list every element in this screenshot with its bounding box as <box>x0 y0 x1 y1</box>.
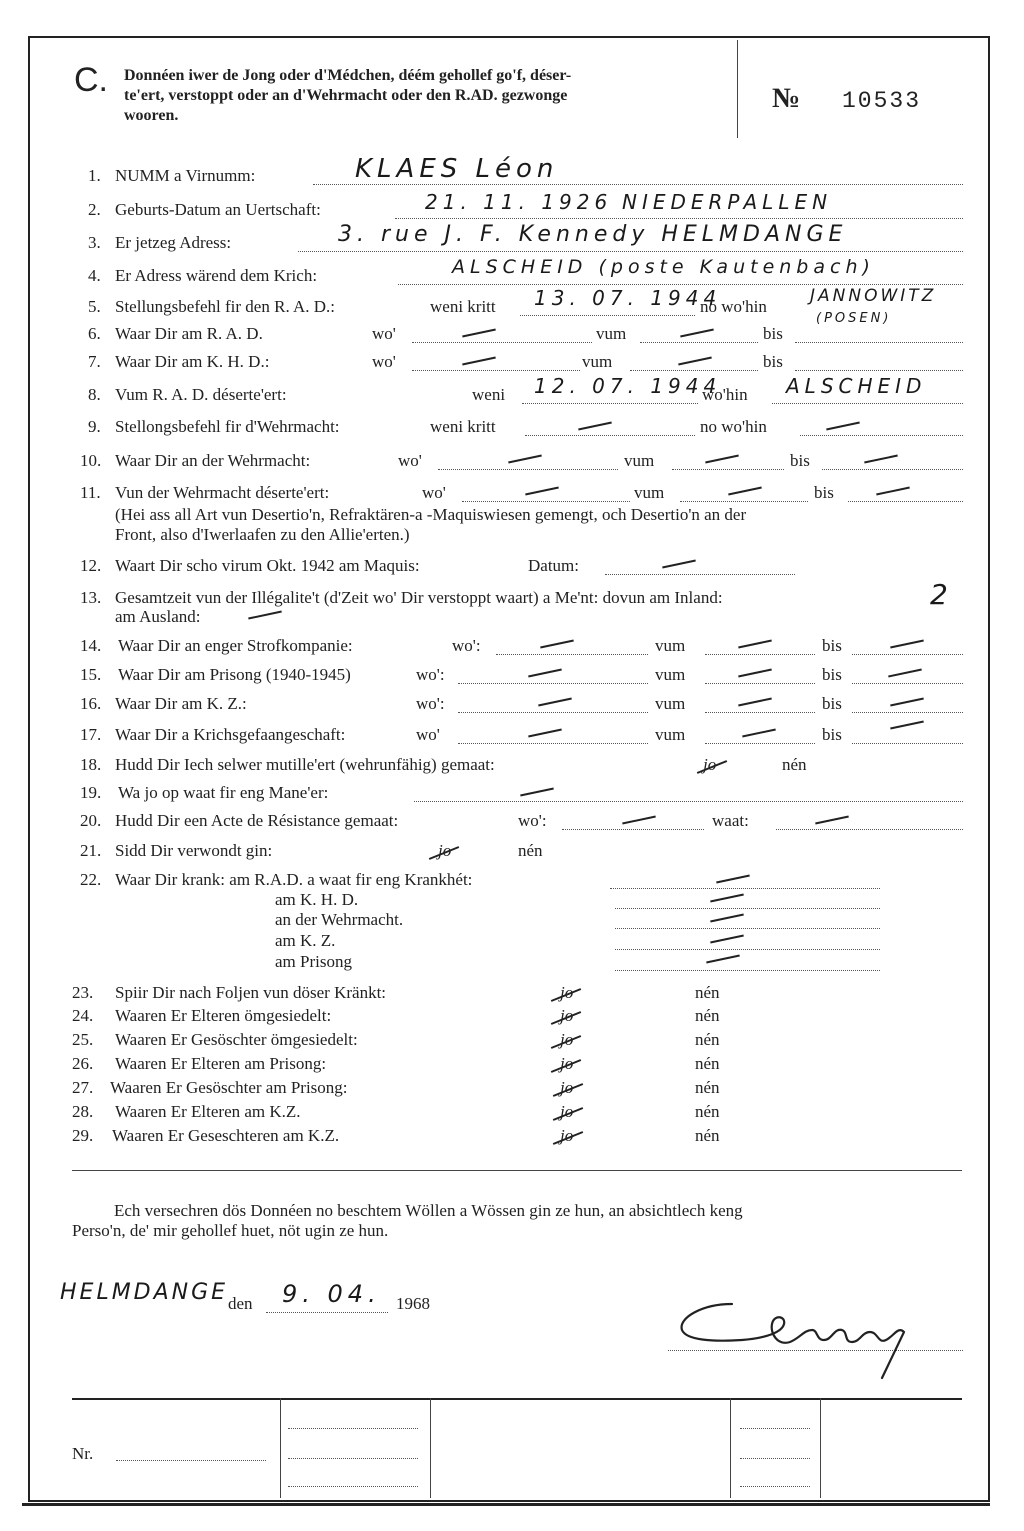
header-divider <box>737 40 738 138</box>
answer-line <box>562 829 704 830</box>
question-siblings-prison: Waaren Er Gesöschter am Prisong: <box>110 1078 348 1097</box>
option-jo: jo <box>560 983 574 1002</box>
answer-line <box>795 370 963 371</box>
form-number: 10533 <box>842 88 922 114</box>
option-nen: nén <box>782 755 807 774</box>
label-vum: vum <box>655 636 686 655</box>
signature-place: HELMDANGE <box>60 1280 229 1305</box>
answer-line <box>522 403 698 404</box>
item-number: 15. <box>80 665 102 684</box>
answer-line <box>438 469 618 470</box>
question-sick-wehrmacht: an der Wehrmacht. <box>275 910 404 929</box>
option-jo: jo <box>703 755 717 774</box>
answer-line <box>705 654 815 655</box>
answer-line <box>705 683 815 684</box>
question-resistance: Hudd Dir een Acte de Résistance gemaat: <box>115 811 399 830</box>
item-number: 11. <box>80 483 101 502</box>
question-kz: Waar Dir am K. Z.: <box>115 694 247 713</box>
item-number: 14. <box>80 636 102 655</box>
label-weni-kritt: weni kritt <box>430 297 496 316</box>
option-jo: jo <box>560 1102 574 1121</box>
footer-top-line <box>72 1398 962 1400</box>
footer-line <box>288 1458 418 1459</box>
label-no-wohin: no wo'hin <box>700 297 767 316</box>
label-vum: vum <box>634 483 665 502</box>
question-maquis: Waart Dir scho virum Okt. 1942 am Maquis: <box>115 556 420 575</box>
footer-column-divider <box>430 1398 431 1498</box>
answer-line <box>705 743 815 744</box>
option-jo: jo <box>560 1030 574 1049</box>
question-siblings-kz: Waaren Er Geseschteren am K.Z. <box>112 1126 340 1145</box>
footer-line <box>740 1486 810 1487</box>
answer-line <box>795 342 963 343</box>
separator-line <box>72 1170 962 1171</box>
label-vum: vum <box>655 725 686 744</box>
answer-line <box>852 712 963 713</box>
label-wo: wo': <box>452 636 481 655</box>
label-waat: waat: <box>712 811 749 830</box>
answer-line <box>672 469 784 470</box>
question-wehrmacht-desertion: Vun der Wehrmacht déserte'ert: <box>115 483 330 502</box>
question-sick-khd: am K. H. D. <box>275 890 359 909</box>
answer-war-address: ALSCHEID (poste Kautenbach) <box>452 256 875 278</box>
answer-line <box>398 284 963 285</box>
option-jo: jo <box>560 1078 574 1097</box>
answer-line <box>705 712 815 713</box>
label-bis: bis <box>822 636 842 655</box>
question-pow: Waar Dir a Krichsgefaangeschaft: <box>115 725 346 744</box>
nr-line <box>116 1460 266 1461</box>
item-number: 21. <box>80 841 102 860</box>
answer-birth-date: 21. 11. 1926 <box>425 190 613 214</box>
question-wehrmacht-service: Waar Dir an der Wehrmacht: <box>115 451 311 470</box>
item-number: 22. <box>80 870 102 889</box>
question-rad-desertion: Vum R. A. D. déserte'ert: <box>115 385 287 404</box>
footer-line <box>288 1486 418 1487</box>
signature-year: 1968 <box>396 1294 430 1313</box>
item-number: 19. <box>80 783 102 802</box>
answer-line <box>412 370 580 371</box>
answer-rad-order-place-2: (POSEN) <box>816 311 892 326</box>
item-number: 10. <box>80 451 102 470</box>
answer-line <box>266 1312 388 1313</box>
item-number: 25. <box>72 1030 94 1049</box>
answer-line <box>630 370 758 371</box>
label-wo: wo' <box>372 324 396 343</box>
label-bis: bis <box>822 694 842 713</box>
label-vum: vum <box>655 665 686 684</box>
item-number: 24. <box>72 1006 94 1025</box>
label-weni-kritt: weni kritt <box>430 417 496 436</box>
answer-line <box>852 683 963 684</box>
answer-line <box>615 949 880 950</box>
answer-line <box>458 683 648 684</box>
question-penal-company: Waar Dir an enger Strofkompanie: <box>118 636 353 655</box>
item-number: 4. <box>88 266 101 285</box>
item-number: 6. <box>88 324 101 343</box>
item-number: 16. <box>80 694 102 713</box>
footer-column-divider <box>280 1398 281 1498</box>
question-rad-order: Stellungsbefehl fir den R. A. D.: <box>115 297 336 316</box>
answer-line <box>610 888 880 889</box>
answer-line <box>680 501 808 502</box>
answer-line <box>395 218 963 219</box>
question-name: NUMM a Virnumm: <box>115 166 256 185</box>
footer-line <box>740 1428 810 1429</box>
item-number: 18. <box>80 755 102 774</box>
question-wounded: Sidd Dir verwondt gin: <box>115 841 273 860</box>
label-wo: wo': <box>416 694 445 713</box>
question-abroad: am Ausland: <box>115 607 201 626</box>
label-wo: wo' <box>398 451 422 470</box>
label-bis: bis <box>822 725 842 744</box>
answer-rad-desertion-date: 12. 07. 1944 <box>534 374 722 398</box>
item-number: 26. <box>72 1054 94 1073</box>
label-bis: bis <box>763 324 783 343</box>
label-wo: wo' <box>372 352 396 371</box>
label-wohin: wo'hin <box>702 385 748 404</box>
question-parents-resettled: Waaren Er Elteren ömgesiedelt: <box>115 1006 332 1025</box>
item-number: 27. <box>72 1078 94 1097</box>
answer-line <box>605 574 795 575</box>
answer-line <box>852 743 963 744</box>
answer-line <box>414 801 963 802</box>
question-self-mutilation: Hudd Dir Iech selwer mutille'ert (wehrunfähig) gemaat: <box>115 755 495 774</box>
answer-line <box>776 829 963 830</box>
item-number: 17. <box>80 725 102 744</box>
label-wo: wo': <box>416 665 445 684</box>
header-title-line2: te'ert, verstoppt oder an d'Wehrmacht oder den R.AD. gezwonge <box>124 87 568 104</box>
answer-line <box>458 712 648 713</box>
option-jo: jo <box>560 1006 574 1025</box>
answer-rad-order-place: JANNOWITZ <box>810 286 937 306</box>
question-sick-prison: am Prisong <box>275 952 352 971</box>
item-number: 2. <box>88 200 101 219</box>
label-wo: wo': <box>518 811 547 830</box>
question-khd-service: Waar Dir am K. H. D.: <box>115 352 270 371</box>
option-nen: nén <box>695 1078 720 1097</box>
question-parents-prison: Waaren Er Elteren am Prisong: <box>115 1054 327 1073</box>
option-nen: nén <box>695 1102 720 1121</box>
answer-line <box>496 654 648 655</box>
answer-name: KLAES Léon <box>355 154 559 184</box>
question-parents-kz: Waaren Er Elteren am K.Z. <box>115 1102 301 1121</box>
label-bis: bis <box>763 352 783 371</box>
option-nen: nén <box>695 1030 720 1049</box>
question-rad-service: Waar Dir am R. A. D. <box>115 324 263 343</box>
answer-line <box>615 908 880 909</box>
option-nen: nén <box>695 983 720 1002</box>
label-bis: bis <box>790 451 810 470</box>
question-siblings-resettled: Waaren Er Gesöschter ömgesiedelt: <box>115 1030 358 1049</box>
question-birth: Geburts-Datum an Uertschaft: <box>115 200 321 219</box>
number-symbol: № <box>772 83 801 114</box>
declaration-line2: Perso'n, de' mir gehollef huet, nöt ugin ze hun. <box>72 1221 389 1240</box>
question-sick-kz: am K. Z. <box>275 931 336 950</box>
option-nen: nén <box>695 1126 720 1145</box>
question-desertion-note-2: Front, also d'Iwerlaafen zu den Allie'erten.) <box>115 525 410 544</box>
label-weni: weni <box>472 385 506 404</box>
question-wehrmacht-order: Stellongsbefehl fir d'Wehrmacht: <box>115 417 340 436</box>
footer-line <box>740 1458 810 1459</box>
item-number: 5. <box>88 297 101 316</box>
option-nen: nén <box>695 1054 720 1073</box>
label-bis: bis <box>814 483 834 502</box>
question-illness-effects: Spiir Dir nach Foljen vun döser Kränkt: <box>115 983 387 1002</box>
signature-den: den <box>228 1294 253 1313</box>
item-number: 20. <box>80 811 102 830</box>
option-jo: jo <box>560 1054 574 1073</box>
answer-birth-place: NIEDERPALLEN <box>622 190 833 214</box>
option-nen: nén <box>695 1006 720 1025</box>
label-wo: wo' <box>422 483 446 502</box>
item-number: 12. <box>80 556 102 575</box>
answer-line <box>640 342 758 343</box>
signature-date: 9. 04. <box>282 1280 381 1308</box>
footer-line <box>288 1428 418 1429</box>
label-no-wohin: no wo'hin <box>700 417 767 436</box>
answer-line <box>615 928 880 929</box>
header-title-line3: wooren. <box>124 107 179 124</box>
label-vum: vum <box>582 352 613 371</box>
label-vum: vum <box>624 451 655 470</box>
question-war-address: Er Adress wärend dem Krich: <box>115 266 318 285</box>
answer-line <box>520 315 695 316</box>
answer-rad-order-date: 13. 07. 1944 <box>534 286 722 310</box>
question-how: Wa jo op waat fir eng Mane'er: <box>118 783 329 802</box>
answer-line <box>852 654 963 655</box>
item-number: 29. <box>72 1126 94 1145</box>
label-wo: wo' <box>416 725 440 744</box>
declaration-line1: Ech versechren dös Donnéen no beschtem Wöllen a Wössen gin ze hun, an absichtlech keng <box>114 1201 743 1220</box>
item-number: 3. <box>88 233 101 252</box>
answer-line <box>772 403 963 404</box>
answer-line <box>298 251 963 252</box>
answer-inland-months: 2 <box>930 578 953 611</box>
footer-nr-label: Nr. <box>72 1444 94 1463</box>
option-jo: jo <box>560 1126 574 1145</box>
item-number: 28. <box>72 1102 94 1121</box>
answer-line <box>412 342 592 343</box>
item-number: 7. <box>88 352 101 371</box>
answer-line <box>822 469 963 470</box>
item-number: 13. <box>80 588 102 607</box>
footer-column-divider <box>730 1398 731 1498</box>
item-number: 23. <box>72 983 94 1002</box>
answer-line <box>848 501 963 502</box>
footer-column-divider <box>820 1398 821 1498</box>
label-datum: Datum: <box>528 556 579 575</box>
answer-line <box>313 184 963 185</box>
answer-line <box>615 970 880 971</box>
item-number: 8. <box>88 385 101 404</box>
section-letter: C. <box>74 61 108 99</box>
handwritten-signature <box>672 1296 912 1382</box>
header-title-line1: Donnéen iwer de Jong oder d'Médchen, déém gehollef go'f, déser- <box>124 67 572 84</box>
answer-address: 3. rue J. F. Kennedy HELMDANGE <box>338 222 848 247</box>
question-illegality: Gesamtzeit vun der Illégalite't (d'Zeit wo' Dir verstoppt waart) a Me'nt: dovun am Inland: <box>115 588 723 607</box>
question-sick: Waar Dir krank: am R.A.D. a waat fir eng Krankhét: <box>115 870 473 889</box>
option-nen: nén <box>518 841 543 860</box>
answer-line <box>458 743 648 744</box>
question-prison: Waar Dir am Prisong (1940-1945) <box>118 665 351 684</box>
item-number: 1. <box>88 166 101 185</box>
label-bis: bis <box>822 665 842 684</box>
bottom-border <box>22 1503 990 1506</box>
label-vum: vum <box>655 694 686 713</box>
label-vum: vum <box>596 324 627 343</box>
answer-line <box>800 435 963 436</box>
question-desertion-note: (Hei ass all Art vun Desertio'n, Refraktären-a -Maquiswiesen gemengt, och Desertio'n an der <box>115 505 747 524</box>
item-number: 9. <box>88 417 101 436</box>
option-jo: jo <box>438 841 452 860</box>
question-address: Er jetzeg Adress: <box>115 233 232 252</box>
answer-line <box>462 501 630 502</box>
answer-line <box>525 435 695 436</box>
answer-rad-desertion-place: ALSCHEID <box>786 374 927 398</box>
